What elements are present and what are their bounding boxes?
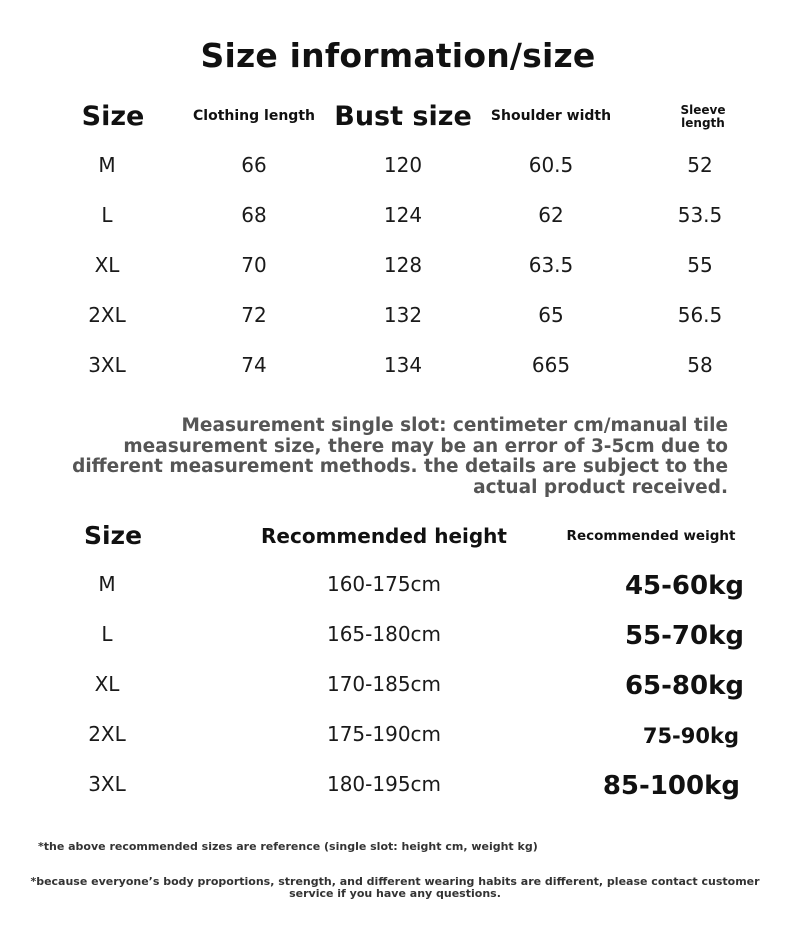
table-cell-shoulder: 665 [531, 353, 571, 377]
recommend-cell-weight: 85-100kg [602, 771, 740, 801]
recommend-cell-height: 160-175cm [326, 572, 442, 596]
recommend-cell-weight: 75-90kg [642, 724, 739, 748]
table-cell-bust: 128 [383, 253, 423, 277]
footnote-contact-service: *because everyone’s body proportions, strength, and different wearing habits are different, please contact customer service if you have any questions. [30, 875, 760, 900]
recommend-cell-size: L [101, 622, 113, 646]
table-cell-shoulder: 63.5 [528, 253, 574, 277]
recommend-cell-size: M [98, 572, 116, 596]
table-cell-shoulder: 62 [538, 203, 564, 227]
table-cell-size: L [101, 203, 113, 227]
table-cell-clothing-length: 66 [241, 153, 267, 177]
table-cell-clothing-length: 68 [241, 203, 267, 227]
header-recommend-size: Size [83, 521, 143, 550]
header-size: Size [81, 101, 145, 132]
table-cell-size: M [98, 153, 116, 177]
recommend-cell-weight: 65-80kg [624, 671, 744, 701]
recommend-cell-height: 180-195cm [326, 772, 442, 796]
table-cell-sleeve: 55 [687, 253, 713, 277]
header-clothing-length: Clothing length [193, 108, 315, 124]
header-recommended-height: Recommended height [261, 524, 507, 548]
header-bust-size: Bust size [334, 101, 472, 132]
table-cell-size: 2XL [88, 303, 126, 327]
page-title: Size information/size [200, 36, 596, 75]
recommend-cell-height: 170-185cm [326, 672, 442, 696]
header-sleeve-length [681, 104, 726, 130]
table-cell-shoulder: 65 [538, 303, 564, 327]
header-shoulder-width: Shoulder width [490, 108, 612, 124]
table-cell-bust: 132 [383, 303, 423, 327]
table-cell-sleeve: 52 [687, 153, 713, 177]
header-sleeve-line2: length [681, 116, 725, 130]
recommend-cell-size: XL [94, 672, 120, 696]
table-cell-clothing-length: 72 [241, 303, 267, 327]
table-cell-bust: 124 [383, 203, 423, 227]
table-cell-sleeve: 56.5 [677, 303, 723, 327]
recommend-cell-height: 165-180cm [326, 622, 442, 646]
table-cell-sleeve: 58 [687, 353, 713, 377]
table-cell-clothing-length: 70 [241, 253, 267, 277]
recommend-cell-size: 2XL [88, 722, 126, 746]
recommend-cell-weight: 55-70kg [624, 621, 744, 651]
table-cell-bust: 134 [383, 353, 423, 377]
header-recommended-weight: Recommended weight [566, 528, 736, 544]
table-cell-size: XL [94, 253, 120, 277]
table-cell-size: 3XL [88, 353, 126, 377]
recommend-cell-height: 175-190cm [326, 722, 442, 746]
table-cell-bust: 120 [383, 153, 423, 177]
table-cell-sleeve: 53.5 [677, 203, 723, 227]
table-cell-clothing-length: 74 [241, 353, 267, 377]
footnote-reference: *the above recommended sizes are reference (single slot: height cm, weight kg) [38, 840, 538, 853]
header-sleeve-line1: Sleeve [680, 103, 726, 117]
recommend-cell-weight: 45-60kg [624, 571, 744, 601]
measurement-note: Measurement single slot: centimeter cm/manual tile measurement size, there may be an error of 3-5cm due to different measurement methods. the details are subject to the actual product received. [72, 415, 728, 498]
table-cell-shoulder: 60.5 [528, 153, 574, 177]
recommend-cell-size: 3XL [88, 772, 126, 796]
